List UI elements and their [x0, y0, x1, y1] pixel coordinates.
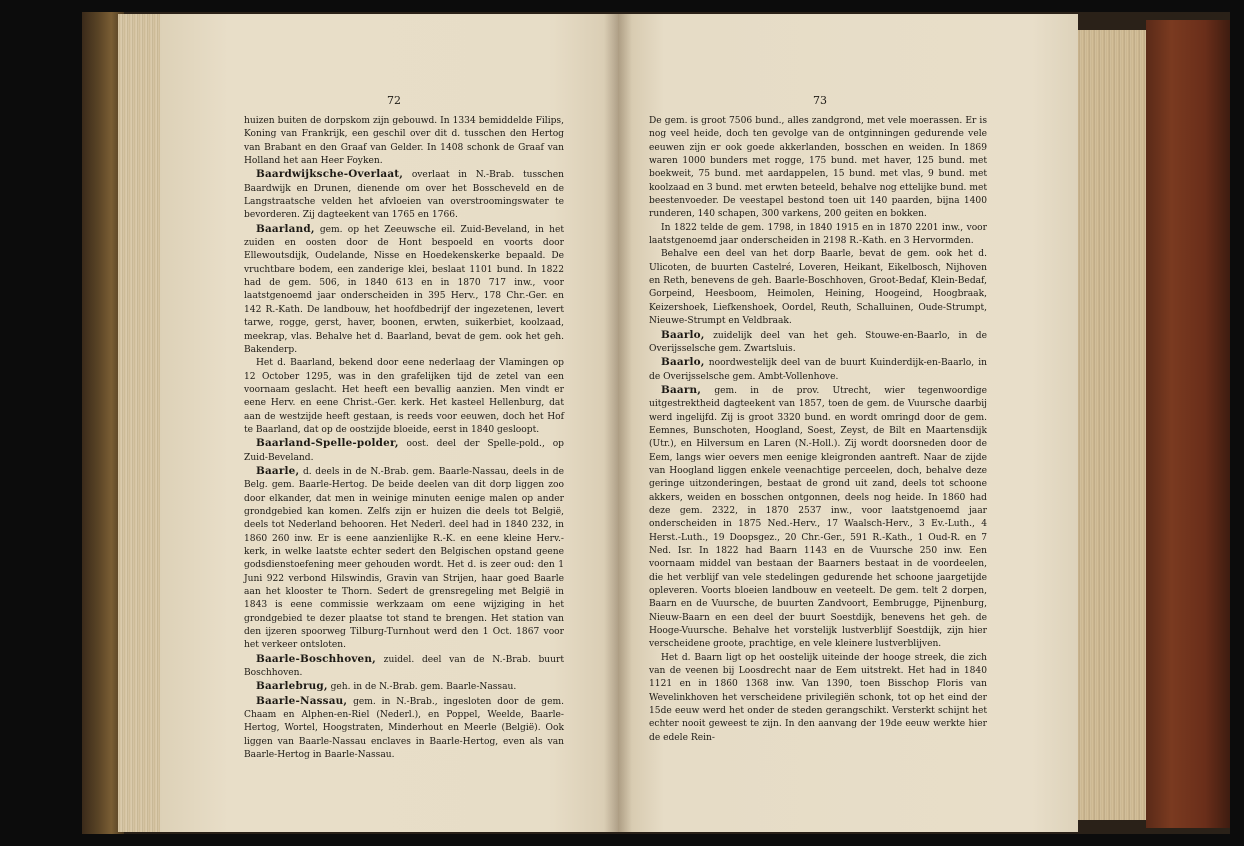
entry-body: gem. in de prov. Utrecht, wier tegenwoordige uitgestrektheid dagteekent van 1857, toen de gem. de Vuursche daarbij werd ingelijfd. Zij is groot 3320 bund. en wordt omringd door de gem. Eemnes, Bunschoten, Hoogland, Soest, Zeyst, de Bilt en Maartensdijk (Utr.), en Hilversum en Laren (N.-Holl.). Zij wordt doorsneden door de Eem, langs wier oevers men eenige kleigronden aantreft. Naar de zijde van Hoogland liggen enkele veenachtige perceelen, doch, behalve deze geringe uitzonderingen, bestaat de grond uit zand, deels tot schoone akkers, weiden en bosschen ontgonnen, deels nog heide. In 1860 had deze gem. 2322, in 1870 2537 inw., voor laatstgenoemd jaar onderscheiden in 1875 Ned.-Herv., 17 Waalsch-Herv., 3 Ev.-Luth., 4 Herst.-Luth., 19 Doopsgez., 20 Chr.-Ger., 591 R.-Kath., 1 Oud-R. en 7 Ned. Isr. In 1822 had Baarn 1143 en de Vuursche 250 inw. Een voornaam middel van bestaan der Baarners bestaat in de voordeelen, die het verblijf van vele stedelingen gedurende het schoone jaargetijde opleveren. Voorts bloeien landbouw en veeteelt. De gem. telt 2 dorpen, Baarn en de Vuursche, de buurten Zandvoort, Eembrugge, Pijnenburg, Nieuw-Baarn en een deel der buurt Soestdijk, benevens het geh. de Hooge-Vuursche. Behalve het vorstelijk lustverblijf Soestdijk, zijn hier verscheidene groote, prachtige, en vele kleinere lustverblijven.: [649, 385, 987, 650]
right-cover: [1146, 20, 1230, 828]
entry-paragraph: [244, 465, 564, 653]
entry-body: gem. in N.-Brab., ingesloten door de gem. Chaam en Alphen-en-Riel (Nederl.), en Poppel, Weelde, Baarle-Hertog, Wortel, Hoogstraten, Minderhout en Meerle (België). Ook liggen van Baarle-Nassau enclaves in Baarle-Hertog, even als van Baarle-Hertog in Baarle-Nassau.: [244, 696, 564, 761]
entry-headword: Baarland-Spelle-polder,: [256, 437, 399, 450]
left-page-edges: [118, 14, 162, 832]
body-paragraph: [244, 115, 564, 168]
entry-body: overlaat in N.-Brab. tusschen Baardwijk en Drunen, dienende om over het Bosscheveld en de Langstraatsche velden het afvloeien van overstroomingswater te bevorderen. Zij dagteekent van 1765 en 1766.: [244, 170, 564, 221]
page-number: 72: [387, 94, 401, 107]
entry-headword: Baarland,: [256, 222, 315, 235]
entry-body: oost. deel der Spelle-pold., op Zuid-Beveland.: [244, 439, 564, 463]
entry-paragraph: [649, 356, 987, 384]
entry-headword: Baarn,: [661, 383, 702, 396]
entry-headword: Baarle-Nassau,: [256, 694, 348, 707]
left-page-text: [244, 115, 564, 763]
right-page-text: [649, 115, 987, 745]
entry-headword: Baarlebrug,: [256, 680, 328, 693]
entry-paragraph: [649, 384, 987, 652]
right-page: [618, 14, 1078, 832]
body-paragraph: [649, 248, 987, 328]
right-page-edges: [1076, 30, 1148, 820]
body-paragraph: [649, 115, 987, 222]
entry-body: Behalve een deel van het dorp Baarle, bevat de gem. ook het d. Ulicoten, de buurten Castelré, Loveren, Heikant, Eikelbosch, Nijhoven en Reth, benevens de geh. Baarle-Boschhoven, Groot-Bedaf, Klein-Bedaf, Gorpeind, Heesboom, Heimolen, Heining, Hoogeind, Hoogbraak, Keizershoek, Liefkenshoek, Oordel, Reuth, Schalluinen, Oude-Strumpt, Nieuwe-Strumpt en Veldbraak.: [649, 249, 987, 327]
entry-paragraph: [244, 695, 564, 763]
entry-body: zuidelijk deel van het geh. Stouwe-en-Baarlo, in de Overijsselsche gem. Zwartsluis.: [649, 330, 987, 354]
entry-body: huizen buiten de dorpskom zijn gebouwd. In 1334 bemiddelde Filips, Koning van Frankrijk, een geschil over dit d. tusschen den Hertog van Brabant en den Graaf van Gelder. In 1408 schonk de Graaf van Holland het aan Heer Foyken.: [244, 116, 564, 167]
left-page: [160, 14, 618, 832]
entry-body: noordwestelijk deel van de buurt Kuinderdijk-en-Baarlo, in de Overijsselsche gem. Ambt-Vollenhove.: [649, 358, 987, 382]
entry-paragraph: [244, 437, 564, 465]
entry-paragraph: [244, 653, 564, 681]
entry-paragraph: [244, 168, 564, 222]
entry-headword: Baarlo,: [661, 328, 705, 341]
entry-body: De gem. is groot 7506 bund., alles zandgrond, met vele moerassen. Er is nog veel heide, doch ten gevolge van de ontginningen gedurende vele eeuwen zijn er ook goede akkerlanden, bosschen en weiden. In 1869 waren 1000 bunders met rogge, 175 bund. met haver, 125 bund. met boekweit, 75 bund. met aardappelen, 15 bund. met vlas, 9 bund. met koolzaad en 3 bund. met erwten beteeld, behalve nog ettelijke bund. met beestenvoeder. De veestapel bestond toen uit 140 paarden, bijna 1400 runderen, 140 schapen, 300 varkens, 200 geiten en bokken.: [649, 116, 987, 220]
entry-body: geh. in de N.-Brab. gem. Baarle-Nassau.: [327, 682, 517, 693]
entry-headword: Baardwijksche-Overlaat,: [256, 168, 404, 181]
page-number: 73: [813, 94, 827, 107]
entry-paragraph: [649, 329, 987, 357]
entry-body: gem. op het Zeeuwsche eil. Zuid-Beveland, in het zuiden en oosten door de Hont bespoeld en voorts door Ellewoutsdijk, Oudelande, Nisse en Hoedekenskerke bepaald. De vruchtbare bodem, een zanderige klei, beslaat 1101 bund. In 1822 had de gem. 506, in 1840 613 en in 1870 717 inw., voor laatstgenoemd jaar onderscheiden in 395 Herv., 178 Chr.-Ger. en 142 R.-Kath. De landbouw, het hoofdbedrijf der ingezetenen, levert tarwe, rogge, gerst, haver, boonen, erwten, suikerbiet, koolzaad, meekrap, vlas. Behalve het d. Baarland, bevat de gem. ook het geh. Bakenderp.: [244, 224, 564, 355]
entry-body: zuidel. deel van de N.-Brab. buurt Boschhoven.: [244, 654, 564, 679]
book-gutter: [604, 14, 632, 832]
entry-body: Het d. Baarland, bekend door eene nederlaag der Vlamingen op 12 October 1295, was in den grafelijken tijd de zetel van een voornaam geslacht. Het heeft een bevallig aanzien. Men vindt er eene Herv. en eene Christ.-Ger. kerk. Het kasteel Hellenburg, dat aan de westzijde heeft gestaan, is reeds voor eeuwen, doch het Hof te Baarland, dat op de oostzijde bloeide, eerst in 1840 gesloopt.: [244, 358, 564, 435]
entry-headword: Baarlo,: [661, 356, 705, 369]
entry-body: d. deels in de N.-Brab. gem. Baarle-Nassau, deels in de Belg. gem. Baarle-Hertog. De beide deelen van dit dorp liggen zoo door elkander, dat men in weinige minuten eenige malen op ander grondgebied kan komen. Zelfs zijn er huizen die deels tot België, deels tot Nederland behooren. Het Nederl. deel had in 1840 232, in 1860 260 inw. Er is eene aanzienlijke R.-K. en eene kleine Herv.-kerk, in welke laatste echter sedert den Belgischen opstand geene godsdienstoefening meer gehouden wordt. Het d. is zeer oud: den 1 Juni 922 verbond Hilswindis, Gravin van Strijen, haar goed Baarle aan het klooster te Thorn. Sedert de grensregeling met België in 1843 is eene commissie werkzaam om eene wijziging in het grondgebied te dezer plaatse tot stand te brengen. Het station van den ijzeren spoorweg Tilburg-Turnhout werd den 1 Oct. 1867 voor het verkeer ontsloten.: [244, 466, 564, 651]
body-paragraph: [649, 222, 987, 249]
entry-paragraph: [244, 223, 564, 357]
entry-headword: Baarle-Boschhoven,: [256, 652, 376, 665]
entry-headword: Baarle,: [256, 464, 300, 477]
body-paragraph: [649, 652, 987, 745]
body-paragraph: [244, 357, 564, 437]
entry-body: In 1822 telde de gem. 1798, in 1840 1915 en in 1870 2201 inw., voor laatstgenoemd jaar onderscheiden in 2198 R.-Kath. en 3 Hervormden.: [649, 222, 987, 247]
entry-body: Het d. Baarn ligt op het oostelijk uiteinde der hooge streek, die zich van de veenen bij Loosdrecht naar de Eem uitstrekt. Het had in 1840 1121 en in 1860 1368 inw. Van 1390, toen Bisschop Floris van Wevelinkhoven het verscheidene privilegiën schonk, tot op het eind der 15de eeuw werd het onder de steden gerangschikt. Versterkt schijnt het echter nooit geweest te zijn. In den aanvang der 19de eeuw werkte hier de edele Rein-: [649, 652, 987, 743]
entry-paragraph: [244, 680, 564, 694]
